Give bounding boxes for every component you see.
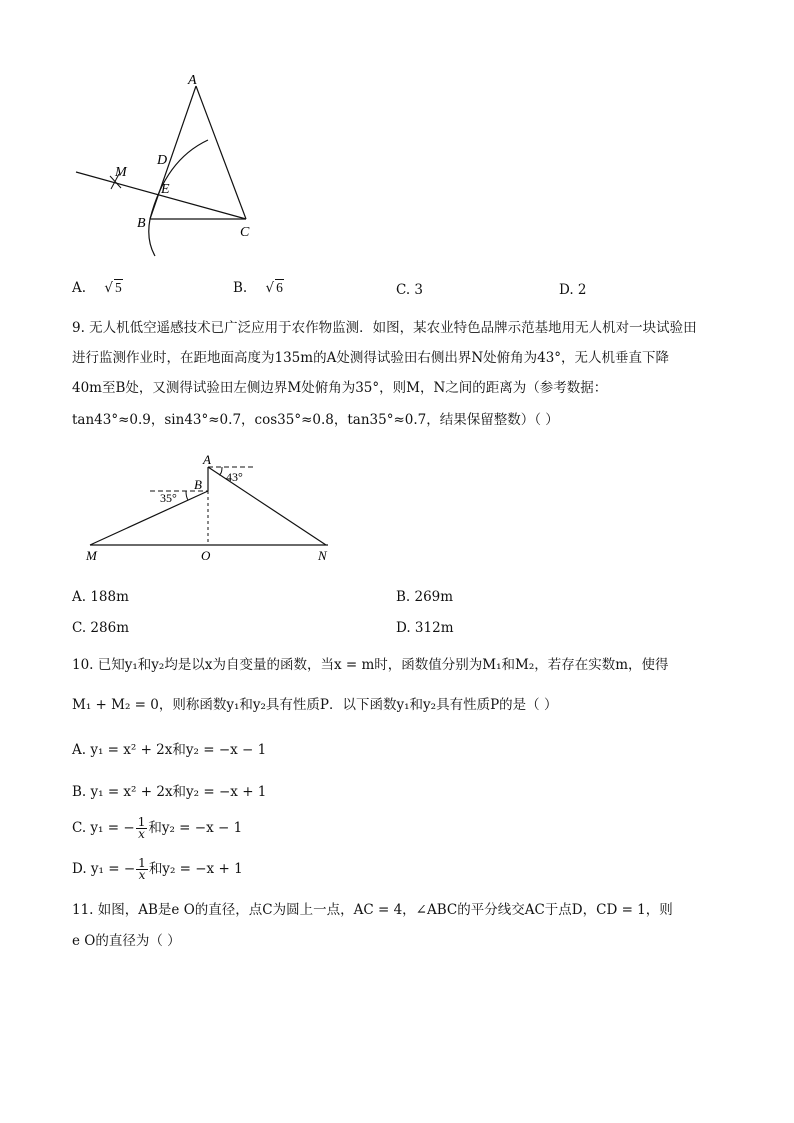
label-d: D [157, 153, 168, 168]
label-m: M [115, 165, 127, 180]
option-label: B. [233, 280, 248, 296]
q9-line-1: 9. 无人机低空遥感技术已广泛应用于农作物监测．如图，某农业特色品牌示范基地用无人机对一块试验田 [72, 320, 697, 336]
q10-option-a[interactable]: A. y₁ = x² + 2x和y₂ = −x − 1 [72, 742, 267, 758]
label-m: M [86, 548, 97, 563]
label-c: C [240, 225, 250, 240]
drone-figure-q9 [80, 448, 350, 568]
q9-option-d[interactable]: D. 312m [396, 620, 454, 636]
option-label: A. [72, 280, 87, 296]
q10-option-b[interactable]: B. y₁ = x² + 2x和y₂ = −x + 1 [72, 784, 267, 800]
fraction: $\frac{1}{x}$ [137, 815, 146, 841]
geometry-figure-q8 [60, 60, 290, 265]
q10-line-2: M₁ + M₂ = 0，则称函数y₁和y₂具有性质P．以下函数y₁和y₂具有性质P的是（ ） [72, 697, 558, 713]
fraction: $\frac{1}{x}$ [138, 856, 146, 882]
sqrt-symbol: √ 5 [104, 280, 122, 296]
q8-option-a[interactable] [72, 280, 123, 296]
angle-arc-a [219, 467, 222, 475]
q10-option-d[interactable] [72, 857, 243, 881]
q8-option-b[interactable] [233, 280, 284, 296]
q11-line-1: 11. 如图，AB是e O的直径，点C为圆上一点，AC = 4，∠ABC的平分线交AC于点D，CD = 1，则 [72, 902, 673, 918]
segment-bm [90, 491, 208, 545]
label-b: B [137, 216, 146, 231]
option-c-suffix: 和y₂ = −x − 1 [148, 820, 243, 836]
label-e: E [161, 182, 170, 197]
q9-line-2: 进行监测作业时，在距地面高度为135m的A处测得试验田右侧出界N处俯角为43°，无人机垂直下降 [72, 350, 670, 366]
option-d-prefix: D. y₁ = − [72, 861, 136, 877]
q9-option-a[interactable]: A. 188m [72, 589, 129, 605]
option-c-prefix: C. y₁ = − [72, 820, 135, 836]
angle-label-43: 43° [226, 470, 243, 484]
angle-arc-b [186, 491, 188, 500]
q8-option-d[interactable]: D. 2 [559, 282, 587, 298]
q11-line-2: e O的直径为（ ） [72, 933, 181, 949]
label-a: A [188, 73, 197, 88]
q9-option-b[interactable]: B. 269m [396, 589, 454, 605]
label-n: N [318, 548, 327, 563]
q8-option-c[interactable]: C. 3 [396, 282, 424, 298]
angle-label-35: 35° [160, 491, 177, 505]
label-o: O [201, 548, 211, 563]
option-d-suffix: 和y₂ = −x + 1 [148, 861, 243, 877]
label-a: A [203, 452, 211, 467]
q9-line-3: 40m至B处，又测得试验田左侧边界M处俯角为35°，则M，N之间的距离为（参考数据： [72, 380, 608, 396]
q9-line-4: tan43°≈0.9，sin43°≈0.7，cos35°≈0.8，tan35°≈0.7，结果保留整数）（ ） [72, 412, 559, 428]
q9-option-c[interactable]: C. 286m [72, 620, 129, 636]
segment-ac [196, 86, 246, 219]
sqrt-symbol: √ 6 [265, 280, 283, 296]
label-b: B [194, 477, 202, 492]
q10-option-c[interactable] [72, 816, 242, 840]
q10-line-1: 10. 已知y₁和y₂均是以x为自变量的函数，当x = m时，函数值分别为M₁和M₂，若存在实数m，使得 [72, 657, 669, 673]
